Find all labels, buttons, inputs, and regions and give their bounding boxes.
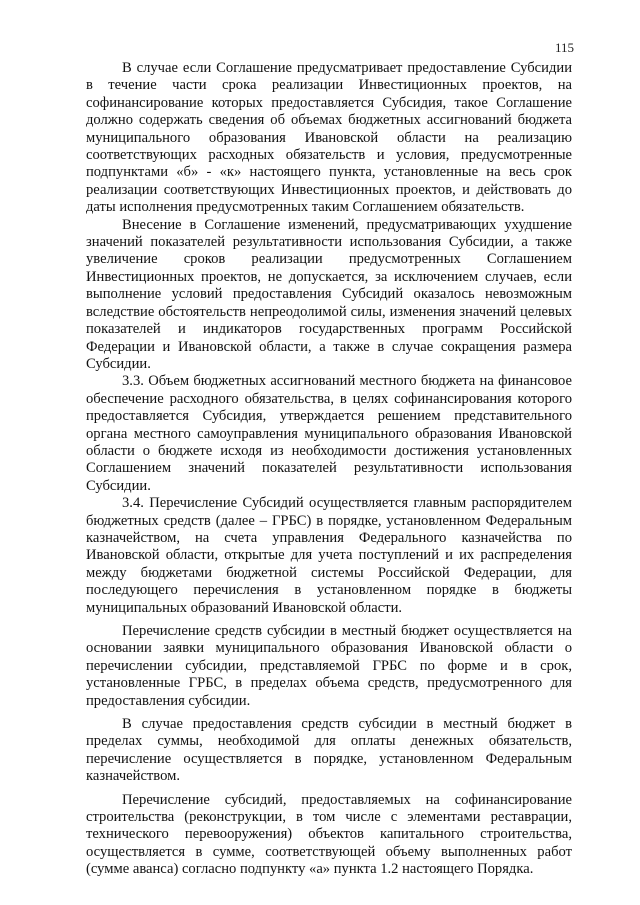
paragraph-transfer-within-amount: В случае предоставления средств субсидии в местный бюджет в пределах суммы, необходимой для оплаты денежных обязательств, перечисление осуществляется в порядке, установленном Федеральным казначейством. <box>86 716 572 785</box>
paragraph-agreement-changes: Внесение в Соглашение изменений, предусматривающих ухудшение значений показателей результативности использования Субсидии, а также увеличение сроков реализации предусмотренных Соглашением Инвестиционных проектов, не допускается, за исключением случаев, если выполнение условий предоставления Субсидий оказалось невозможным вследствие обстоятельств непреодолимой силы, изменения значений целевых показателей и индикаторов государственных программ Российской Федерации и Ивановской области, а также в случае сокращения размера Субсидии. <box>86 216 572 372</box>
paragraph-construction-cofinancing: Перечисление субсидий, предоставляемых на софинансирование строительства (реконструкции, в том числе с элементами реставрации, технического перевооружения) объектов капитального строительства, осуществляется в сумме, соответствующей объему выполненных работ (сумме аванса) согласно подпункту «а» пункта 1.2 настоящего Порядка. <box>86 791 572 878</box>
paragraph-subsidy-partial-term: В случае если Соглашение предусматривает предоставление Субсидии в течение части срока реализации Инвестиционных проектов, на софинансирование которых предоставляется Субсидия, такое Соглашение должно содержать сведения об объемах бюджетных ассигнований бюджета муниципального образования Ивановской области на реализацию соответствующих расходных обязательств и условия, предусмотренные подпунктами «б» - «к» настоящего пункта, установленные на весь срок реализации соответствующих Инвестиционных проектов, и действовать до даты исполнения предусмотренных таким Соглашением обязательств. <box>86 60 572 216</box>
paragraph-transfer-application: Перечисление средств субсидии в местный бюджет осуществляется на основании заявки муниципального образования Ивановской области о перечислении субсидии, представляемой ГРБС по форме и в срок, установленные ГРБС, в пределах объема средств, предусмотренного для предоставления субсидии. <box>86 623 572 709</box>
page-number: 115 <box>554 40 574 55</box>
paragraph-3-4-subsidy-transfer: 3.4. Перечисление Субсидий осуществляется главным распорядителем бюджетных средств (далее – ГРБС) в порядке, установленном Федеральным казначейством, на счета управления Федерального казначейства по Ивановской области, открытые для учета поступлений и их распределения между бюджетами бюджетной системы Российской Федерации, для последующего перечисления в установленном порядке в бюджеты муниципальных образований Ивановской области. <box>86 495 572 616</box>
paragraph-3-3-budget-allocations: 3.3. Объем бюджетных ассигнований местного бюджета на финансовое обеспечение расходного обязательства, в целях софинансирования которого предоставляется Субсидия, утверждается решением представительного органа местного самоуправления муниципального образования Ивановской области о бюджете исходя из необходимости достижения установленных Соглашением значений показателей результативности использования Субсидии. <box>86 373 572 494</box>
document-body <box>86 60 572 879</box>
